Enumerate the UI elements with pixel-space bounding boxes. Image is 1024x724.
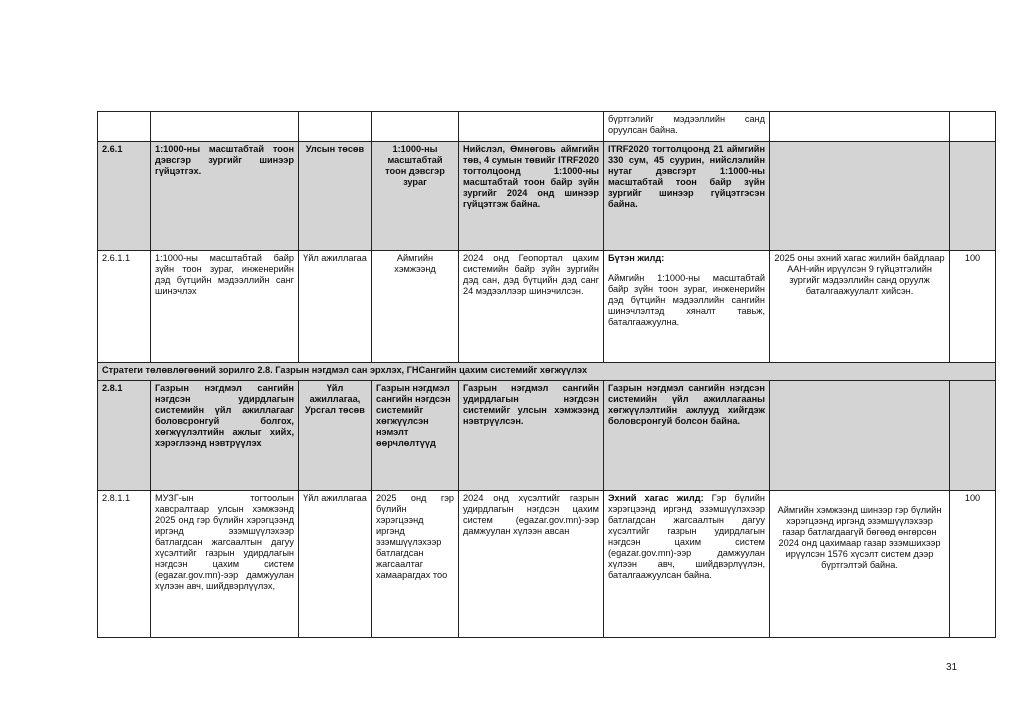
table-row [98, 381, 996, 491]
activity-cell: Газрын нэгдмэл сангийн нэгдсэн удирдлагын системийн үйл ажиллагааг боловсронгуй болгох, хөгжүүлэлтийн ажлыг хийх, хэрэглээнд нэвтрүүлэх [151, 381, 299, 491]
source-cell: Үйл ажиллагаа [299, 491, 372, 638]
table-row [98, 251, 996, 363]
period-label: Эхний хагас жилд: [608, 493, 704, 503]
percent-cell: 100 [950, 251, 996, 363]
table-row [98, 363, 996, 381]
code-cell: 2.6.1 [98, 142, 151, 251]
code-cell: 2.6.1.1 [98, 251, 151, 363]
indicator-cell: Аймгийн хэмжээнд [372, 251, 459, 363]
source-cell: Улсын төсөв [299, 142, 372, 251]
performance-cell: Аймгийн хэмжээнд шинээр гэр бүлийн хэрэгцээнд иргэнд эзэмшүүлэхээр газар батлагдаагүй бөгөөд өнгөрсөн 2024 онд цахимаар газар эзэмшихээр ирүүлсэн 1576 хүсэлт систем дээр бүртгэлтэй байна. [770, 491, 950, 638]
target-text: Гэр бүлийн хэрэгцээнд иргэнд эзэмшүүлэхээр батлагдсан жагсаалтын дагуу хүсэлтийг газрын удирдлагын нэгдсэн цахим систем (egazar.gov.mn)-ээр дамжуулан хүлээн авч, шийдвэрлүүлэн, баталгаажуулсан байна. [608, 493, 765, 580]
activity-cell: МУЗГ-ын тогтоолын хавсралтаар улсын хэмжээнд 2025 онд гэр бүлийн хэрэгцээнд иргэнд эзэмшүүлэхээр батлагдсан жагсаалтын дагуу хүсэлтийг газрын удирдлагын нэгдсэн цахим систем (egazar.gov.mn)-ээр дамжуулан хүлээн авч, шийдвэрлүүлэх, [151, 491, 299, 638]
baseline-cell: 2024 онд Геопортал цахим системийн байр зүйн зургийн дэд сан, дэд бүтцийн дэд санг 24 мэдээллээр шинэчилсэн. [459, 251, 604, 363]
target-cell [604, 491, 770, 638]
target-text: Аймгийн 1:1000-ны масштабтай байр зүйн тоон зураг, инженерийн дэд бүтцийн мэдээллийн сангийн шинэчлэлтэд хяналт тавьж, баталгаажуулна. [608, 273, 765, 327]
performance-cell: 2025 оны эхний хагас жилийн байдлаар ААН-ийн ирүүлсэн 9 гүйцэтгэлийн зургийг мэдээллийн санд оруулж баталгаажуулалт хийсэн. [770, 251, 950, 363]
indicator-cell: Газрын нэгдмэл сангийн нэгдсэн системийг хөгжүүлсэн нэмэлт өөрчлөлтүүд [372, 381, 459, 491]
source-cell: Үйл ажиллагаа, Урсгал төсөв [299, 381, 372, 491]
indicator-cell: 1:1000-ны масштабтай тоон дэвсгэр зураг [372, 142, 459, 251]
activity-cell: 1:1000-ны масштабтай байр зүйн тоон зураг, инженерийн дэд бүтцийн мэдээллийн санг шинэчлэх [151, 251, 299, 363]
table-row [98, 112, 996, 142]
page-number: 31 [946, 662, 958, 673]
target-cell: Газрын нэгдмэл сангийн нэгдсэн системийн үйл ажиллагааны хөгжүүлэлтийн ажлууд хийгдэж боловсронгуй болсон байна. [604, 381, 770, 491]
activity-cell: 1:1000-ны масштабтай тоон дэвсгэр зургийг шинээр гүйцэтгэх. [151, 142, 299, 251]
indicator-cell: 2025 онд гэр бүлийн хэрэгцээнд иргэнд эзэмшүүлэхээр батлагдсан жагсаалтаг хамаарагдах тоо [372, 491, 459, 638]
target-cell [604, 251, 770, 363]
plan-table [97, 111, 996, 638]
baseline-cell: 2024 онд хүсэлтийг газрын удирдлагын нэгдсэн цахим систем (egazar.gov.mn)-ээр дамжуулан хүлээн авсан [459, 491, 604, 638]
source-cell: Үйл ажиллагаа [299, 251, 372, 363]
percent-cell: 100 [950, 491, 996, 638]
table-row [98, 142, 996, 251]
period-label: Бүтэн жилд: [608, 253, 665, 263]
baseline-cell: Газрын нэгдмэл сангийн удирдлагын нэгдсэн системийг улсын хэмжээнд нэвтрүүлсэн. [459, 381, 604, 491]
result-cell: бүртгэлийг мэдээллийн санд оруулсан байна. [604, 112, 770, 142]
section-title: Стратеги төлөвлөгөөний зорилго 2.8. Газрын нэгдмэл сан эрхлэх, ГНСангийн цахим системийг хөгжүүлэх [98, 363, 996, 381]
baseline-cell: Нийслэл, Өмнөговь аймгийн төв, 4 сумын төвийг ITRF2020 тогтолцоонд 1:1000-ны масштабтай тоон байр зүйн зургийг 2024 онд шинээр гүйцэтгэж байна. [459, 142, 604, 251]
code-cell: 2.8.1 [98, 381, 151, 491]
target-cell: ITRF2020 тогтолцоонд 21 аймгийн 330 сум, 45 суурин, нийслэлийн нутаг дэвсгэрт 1:1000-ны масштабтай тоон байр зүйн зургийг шинээр гүйцэтгэсэн байна. [604, 142, 770, 251]
table-row [98, 491, 996, 638]
code-cell: 2.8.1.1 [98, 491, 151, 638]
